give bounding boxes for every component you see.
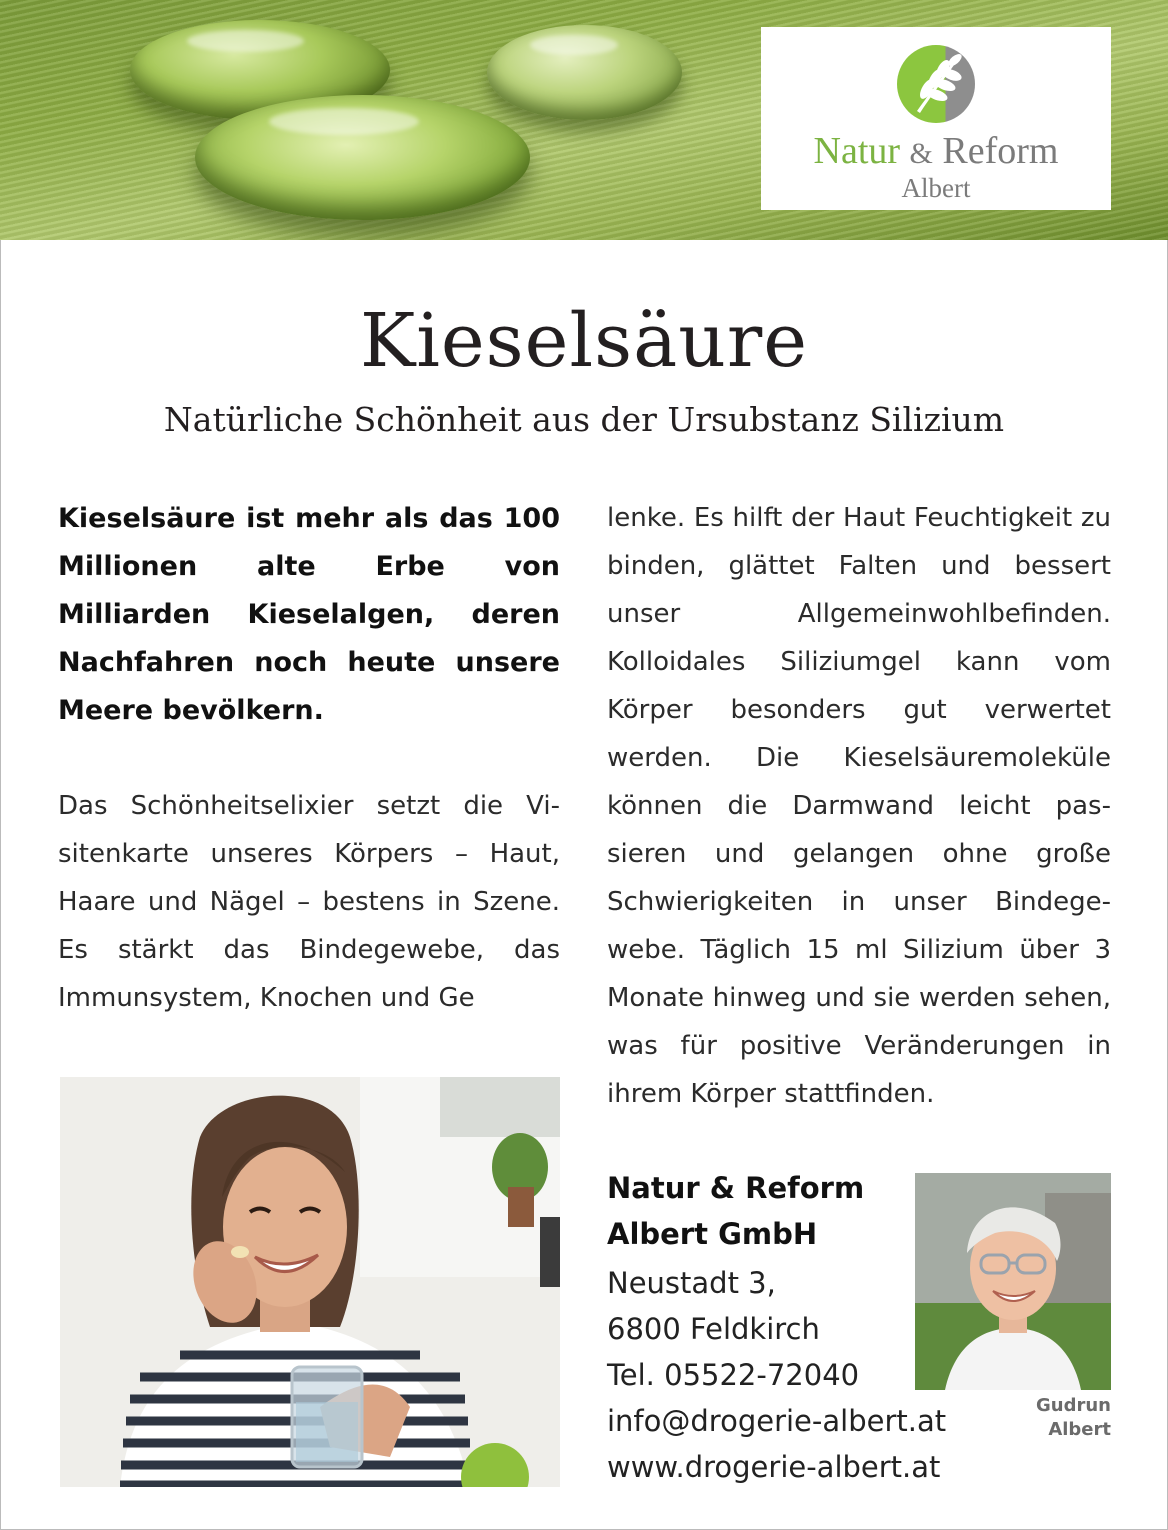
woman-taking-supplement-photo bbox=[60, 1077, 560, 1487]
logo-ampersand: & bbox=[909, 137, 933, 170]
leaf-logo-icon bbox=[897, 45, 975, 123]
header-banner-image bbox=[0, 0, 1168, 240]
portrait-caption-last-name: Albert bbox=[1048, 1419, 1111, 1440]
portrait-caption bbox=[985, 1394, 1111, 1442]
body-paragraph-right: lenke. Es hilft der Haut Feuchtigkeit zu binden, glättet Falten und bessert unser Allgemeinwohlbefinden. Kolloidales Siliziumgel kann vom Körper besonders gut verwertet werden. Die Kieselsäuremoleküle können die Darmwand leicht passieren und gelangen ohne große Schwierigkeiten in unser Bindegewebe. Täglich 15 ml Silizium über 3 Monate hinweg und sie werden sehen, was für positive Veränderungen in ihrem Körper stattfinden. bbox=[607, 503, 1111, 1109]
phone-number: Tel. 05522-72040 bbox=[607, 1358, 860, 1392]
address-city: 6800 Feldkirch bbox=[607, 1312, 820, 1346]
page-subtitle: Natürliche Schönheit aus der Ursubstanz Silizium bbox=[163, 400, 1005, 439]
email-address[interactable]: info@drogerie-albert.at bbox=[607, 1404, 947, 1438]
brand-logo bbox=[761, 27, 1111, 210]
page-title: Kieselsäure bbox=[359, 298, 809, 384]
water-drop bbox=[487, 25, 682, 120]
address-street: Neustadt 3, bbox=[607, 1266, 776, 1300]
logo-subline: Albert bbox=[901, 173, 971, 203]
body-paragraph-left: Das Schönheitselixier setzt die Visitenkarte unseres Körpers – Haut, Haare und Nägel – bestens in Szene. Es stärkt das Bindegewebe, das Immunsystem, Knochen und Ge bbox=[58, 791, 560, 1013]
water-drop bbox=[195, 95, 530, 220]
lead-paragraph: Kieselsäure ist mehr als das 100 Millionen alte Erbe von Milliarden Kieselalgen, deren Nachfahren noch heute unsere Meere bevölkern. bbox=[58, 503, 560, 726]
logo-word-reform: Reform bbox=[942, 130, 1059, 172]
company-line-1: Natur & Reform bbox=[607, 1171, 865, 1205]
company-line-2: Albert GmbH bbox=[607, 1217, 818, 1251]
portrait-gudrun-albert-photo bbox=[915, 1173, 1111, 1390]
logo-wordmark bbox=[761, 130, 1111, 175]
portrait-caption-first-name: Gudrun bbox=[1036, 1395, 1111, 1416]
contact-company-name bbox=[607, 1165, 907, 1257]
website-link[interactable]: www.drogerie-albert.at bbox=[607, 1450, 941, 1484]
logo-word-natur: Natur bbox=[813, 130, 901, 172]
